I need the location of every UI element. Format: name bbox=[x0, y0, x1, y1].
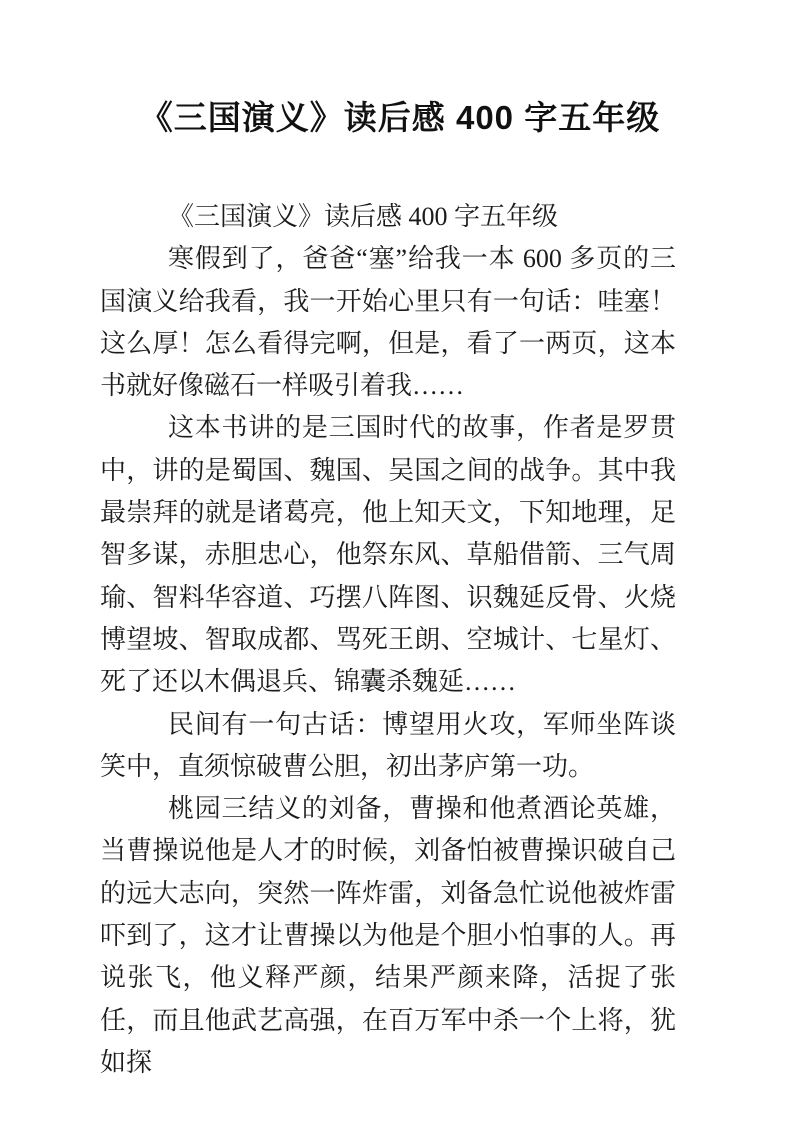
paragraph: 桃园三结义的刘备，曹操和他煮酒论英雄，当曹操说他是人才的时候，刘备怕被曹操识破自己的远大志向，突然一阵炸雷，刘备急忙说他被炸雷吓到了，这才让曹操以为他是个胆小怕事的人。再说张飞，他义释严颜，结果严颜来降，活捉了张任，而且他武艺高强，在百万军中杀一个上将，犹如探 bbox=[100, 794, 676, 1077]
paragraph: 寒假到了，爸爸“塞”给我一本 600 多页的三国演义给我看，我一开始心里只有一句话：哇塞！这么厚！怎么看得完啊，但是，看了一两页，这本书就好像磁石一样吸引着我…… bbox=[100, 244, 676, 401]
paragraph: 这本书讲的是三国时代的故事，作者是罗贯中，讲的是蜀国、魏国、吴国之间的战争。其中我最崇拜的就是诸葛亮，他上知天文，下知地理，足智多谋，赤胆忠心，他祭东风、草船借箭、三气周瑜、智料华容道、巧摆八阵图、识魏延反骨、火烧博望坡、智取成都、骂死王朗、空城计、七星灯、死了还以木偶退兵、锦囊杀魏延…… bbox=[100, 413, 676, 697]
paragraph-heading: 《三国演义》读后感 400 字五年级 bbox=[168, 202, 559, 231]
document-title: 《三国演义》读后感 400 字五年级 bbox=[139, 99, 661, 136]
document-body bbox=[100, 196, 676, 1084]
paragraph: 民间有一句古话：博望用火攻，军师坐阵谈笑中，直须惊破曹公胆，初出茅庐第一功。 bbox=[100, 709, 676, 781]
